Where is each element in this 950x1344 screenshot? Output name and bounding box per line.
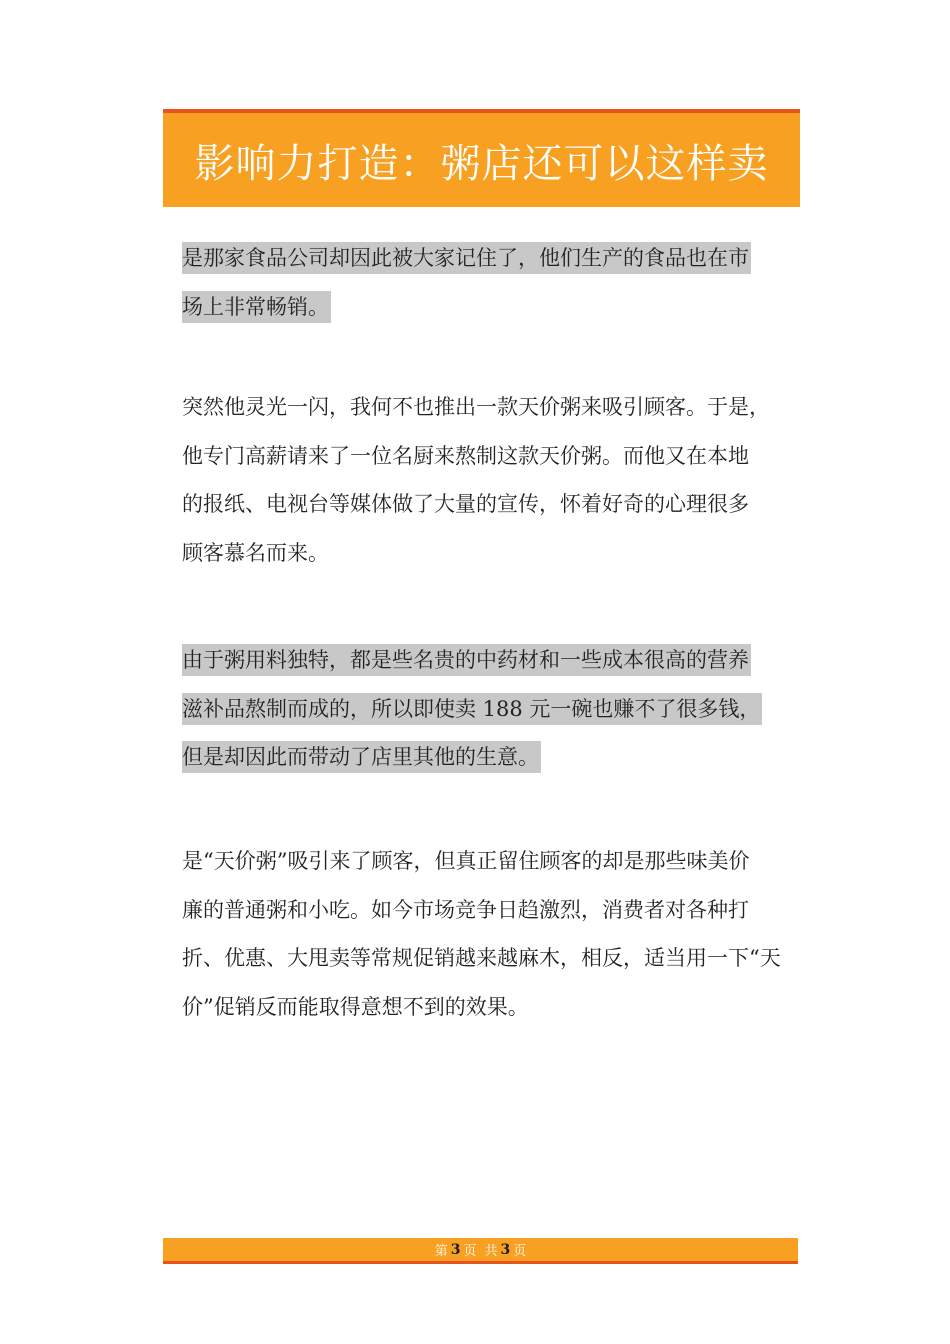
text-line: 是“天价粥”吸引来了顾客，但真正留住顾客的却是那些味美价 [182, 849, 750, 873]
page-footer [163, 1238, 798, 1264]
paragraph-2 [182, 383, 792, 577]
footer-total-word: 共 [484, 1244, 498, 1259]
text-line: 突然他灵光一闪，我何不也推出一款天价粥来吸引顾客。于是， [182, 395, 770, 419]
text-line: 价”促销反而能取得意想不到的效果。 [182, 994, 529, 1019]
footer-page-word: 页 [463, 1244, 477, 1259]
footer-suffix: 页 [513, 1244, 527, 1259]
text-line: 他专门高薪请来了一位名厨来熬制这款天价粥。而他又在本地 [182, 443, 749, 468]
page-title: 影响力打造：粥店还可以这样卖 [194, 140, 769, 187]
highlighted-text: 由于粥用料独特，都是些名贵的中药材和一些成本很高的营养 [182, 644, 751, 676]
highlighted-text: 但是却因此而带动了店里其他的生意。 [182, 741, 541, 773]
footer-prefix: 第 [434, 1244, 448, 1259]
current-page-number: 3 [450, 1241, 461, 1258]
text-line: 顾客慕名而来。 [182, 540, 329, 565]
text-line: 廉的普通粥和小吃。如今市场竞争日趋激烈，消费者对各种打 [182, 897, 749, 922]
text-line: 折、优惠、大甩卖等常规促销越来越麻木，相反，适当用一下“天 [182, 946, 781, 970]
total-pages-number: 3 [500, 1241, 511, 1258]
paragraph-3 [182, 636, 792, 782]
paragraph-4 [182, 837, 792, 1031]
text-line: 的报纸、电视台等媒体做了大量的宣传，怀着好奇的心理很多 [182, 492, 749, 516]
highlighted-text: 滋补品熬制而成的，所以即使卖 188 元一碗也赚不了很多钱， [182, 693, 762, 725]
highlighted-text: 场上非常畅销。 [182, 291, 331, 323]
highlighted-text: 是那家食品公司却因此被大家记住了，他们生产的食品也在市 [182, 242, 751, 274]
paragraph-1 [182, 234, 792, 331]
header-banner [163, 109, 800, 207]
